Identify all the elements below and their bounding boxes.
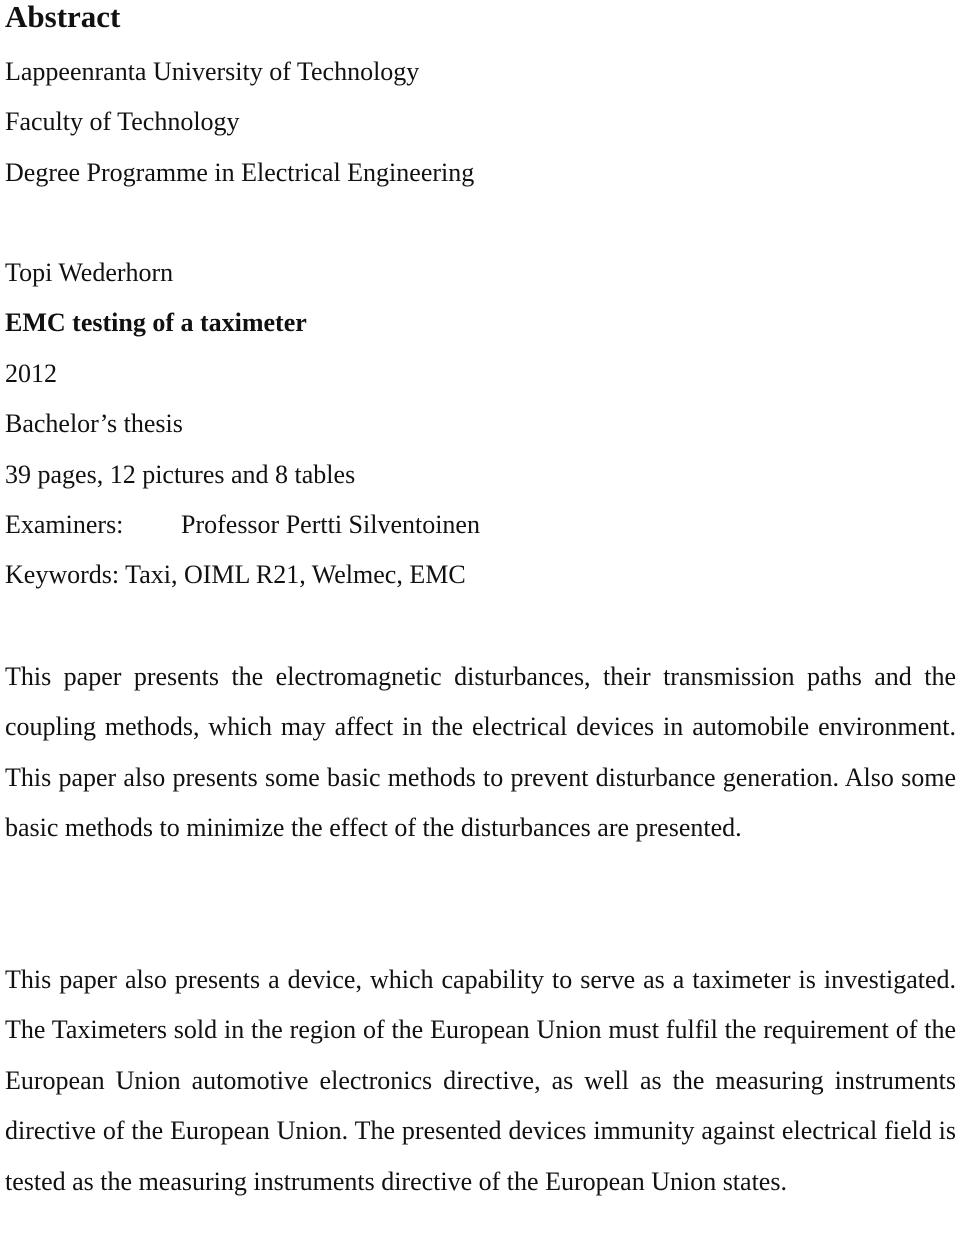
- extent-line: 39 pages, 12 pictures and 8 tables: [5, 459, 356, 489]
- institution-block: [5, 47, 474, 198]
- year-line: 2012: [5, 358, 57, 388]
- thesis-info-block: [5, 248, 480, 601]
- author-line: Topi Wederhorn: [5, 258, 174, 287]
- keywords-line: Keywords: Taxi, OIML R21, Welmec, EMC: [5, 560, 466, 590]
- abstract-heading: Abstract: [5, 0, 121, 34]
- abstract-paragraph-2: This paper also presents a device, which capability to serve as a taximeter is investigated. The Taximeters sold in the region of the European Union must fulfil the requirement of the European Union automotive electronics directive, as well as the measuring instruments directive of the European Union. The presented devices immunity against electrical field is tested as the measuring instruments directive of the European Union states.: [5, 965, 956, 1196]
- thesis-title: EMC testing of a taximeter: [5, 308, 307, 338]
- examiners-value: Professor Pertti Silventoinen: [181, 510, 480, 540]
- examiners-label: Examiners:: [5, 510, 124, 540]
- faculty-line: Faculty of Technology: [5, 107, 240, 137]
- examiners-line: [5, 500, 480, 550]
- abstract-paragraph-1: This paper presents the electromagnetic disturbances, their transmission paths and the coupling methods, which may affect in the electrical devices in automobile environment. This paper also presents some basic methods to prevent disturbance generation. Also some basic methods to minimize the effect of the disturbances are presented.: [5, 662, 956, 843]
- thesis-type-line: Bachelor’s thesis: [5, 409, 183, 439]
- document-page: [5, 0, 957, 1196]
- programme-line: Degree Programme in Electrical Engineering: [5, 157, 475, 187]
- university-line: Lappeenranta University of Technology: [5, 57, 420, 86]
